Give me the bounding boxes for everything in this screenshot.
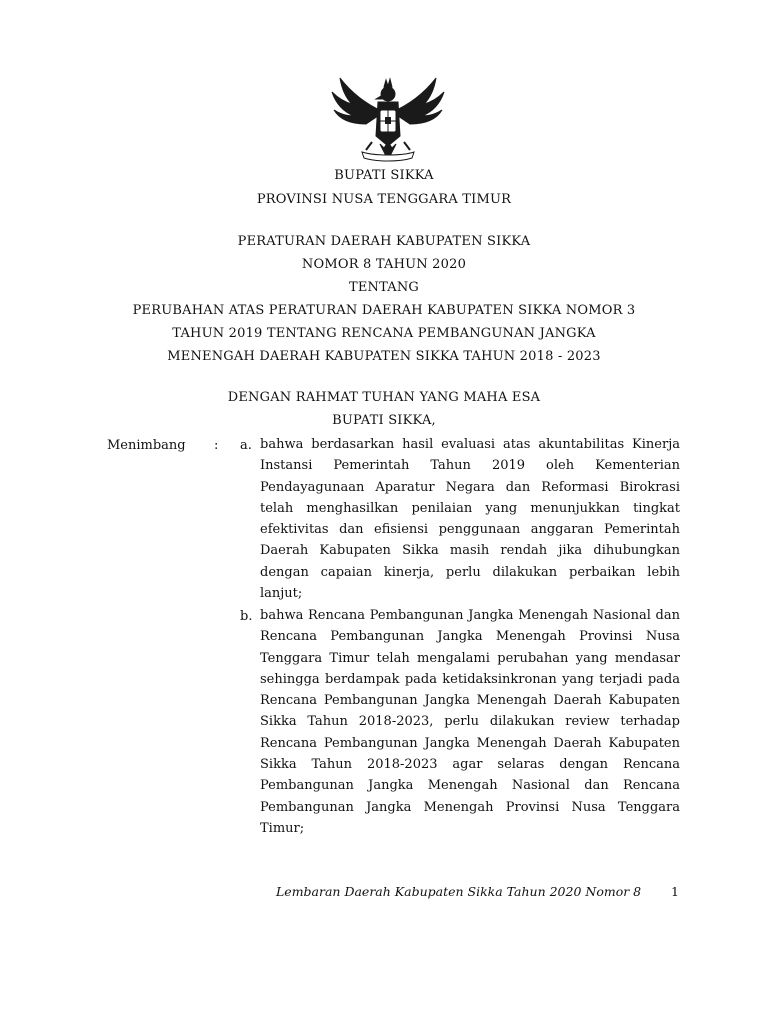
tentang-label: TENTANG (348, 280, 420, 295)
regulation-number: NOMOR 8 TAHUN 2020 (301, 257, 467, 272)
grace-line: DENGAN RAHMAT TUHAN YANG MAHA ESA (227, 390, 541, 405)
item-b-letter: b. (240, 609, 253, 624)
regulation-title: PERATURAN DAERAH KABUPATEN SIKKA (237, 234, 531, 249)
menimbang-label: Menimbang (107, 438, 186, 453)
province-title: PROVINSI NUSA TENGGARA TIMUR (256, 192, 512, 207)
footer-gazette-reference: Lembaran Daerah Kabupaten Sikka Tahun 2020 Nomor 8 (276, 884, 642, 899)
regent-sign-line: BUPATI SIKKA, (332, 413, 436, 428)
item-a-text: bahwa berdasarkan hasil evaluasi atas akuntabilitas Kinerja Instansi Pemerintah Tahun 2019 oleh Kementerian Pendayagunaan Aparatur Negara dan Reformasi Birokrasi telah menghasilkan penilaian yang menunjukkan tingkat efektivitas dan efisiensi penggunaan anggaran Pemerintah Daerah Kabupaten Sikka masih rendah jika dihubungkan dengan capaian kinerja, perlu dilakukan perbaikan lebih lanjut; (260, 437, 680, 602)
subject-line-2: TAHUN 2019 TENTANG RENCANA PEMBANGUNAN JANGKA (172, 326, 596, 341)
menimbang-colon: : (214, 438, 219, 453)
subject-line-1: PERUBAHAN ATAS PERATURAN DAERAH KABUPATEN SIKKA NOMOR 3 (132, 303, 636, 318)
item-b-text: bahwa Rencana Pembangunan Jangka Menengah Nasional dan Rencana Pembangunan Jangka Menengah Provinsi Nusa Tenggara Timur telah mengalami perubahan yang mendasar sehingga berdampak pada ketidaksinkronan yang terjadi pada Rencana Pembangunan Jangka Menengah Daerah Kabupaten Sikka Tahun 2018-2023, perlu dilakukan review terhadap Rencana Pembangunan Jangka Menengah Daerah Kabupaten Sikka Tahun 2018-2023 agar selaras dengan Rencana Pembangunan Jangka Menengah Nasional dan Rencana Pembangunan Jangka Menengah Provinsi Nusa Tenggara Timur; (260, 608, 680, 836)
regent-title: BUPATI SIKKA (334, 168, 434, 183)
item-a-letter: a. (240, 438, 252, 453)
page-number: 1 (671, 884, 679, 899)
subject-line-3: MENENGAH DAERAH KABUPATEN SIKKA TAHUN 2018 - 2023 (167, 349, 601, 364)
garuda-emblem-icon (326, 72, 450, 164)
